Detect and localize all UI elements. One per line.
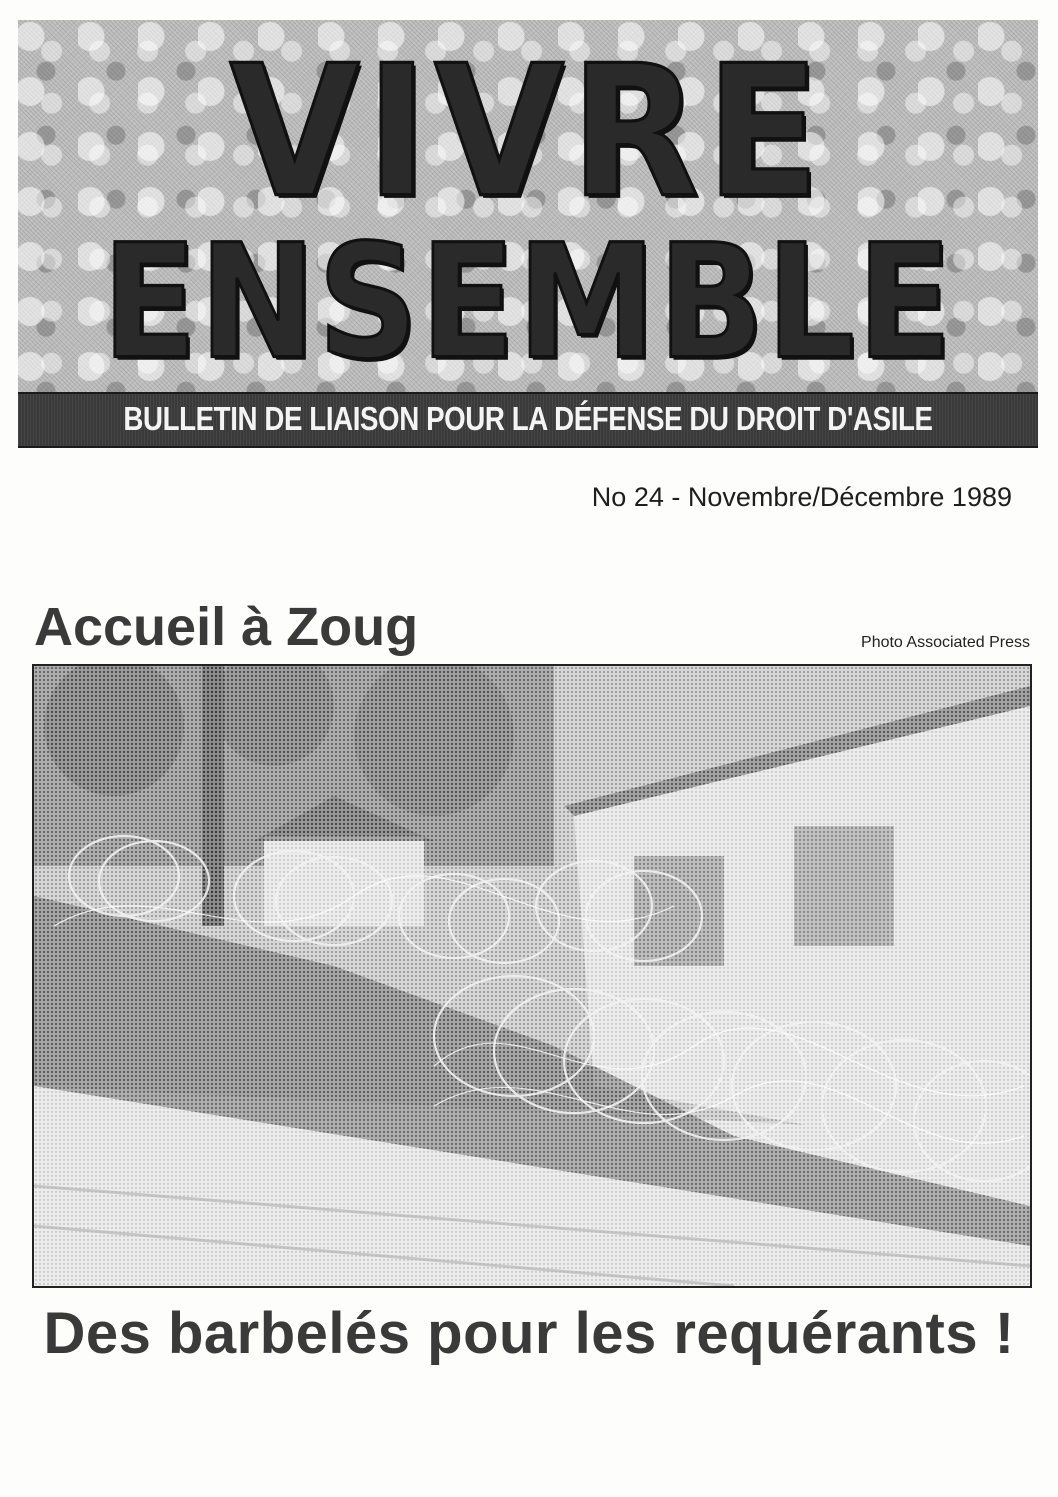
issue-number: No 24 - Novembre/Décembre 1989 [591, 482, 1012, 512]
cover-tagline: Des barbelés pour les requérants ! [43, 1301, 1015, 1366]
subtitle-banner [18, 392, 1038, 448]
masthead-title-line2: ENSEMBLE [101, 211, 955, 392]
photo-credit: Photo Associated Press [861, 634, 1030, 651]
barbed-wire-photo [34, 666, 1030, 1286]
masthead-title-line1: VIVRE [229, 26, 827, 238]
article-headline: Accueil à Zoug [34, 597, 419, 657]
banner-subtitle: BULLETIN DE LIAISON POUR LA DÉFENSE DU DROIT D'ASILE [123, 400, 933, 437]
cover-photo [32, 664, 1032, 1288]
masthead [18, 20, 1038, 392]
